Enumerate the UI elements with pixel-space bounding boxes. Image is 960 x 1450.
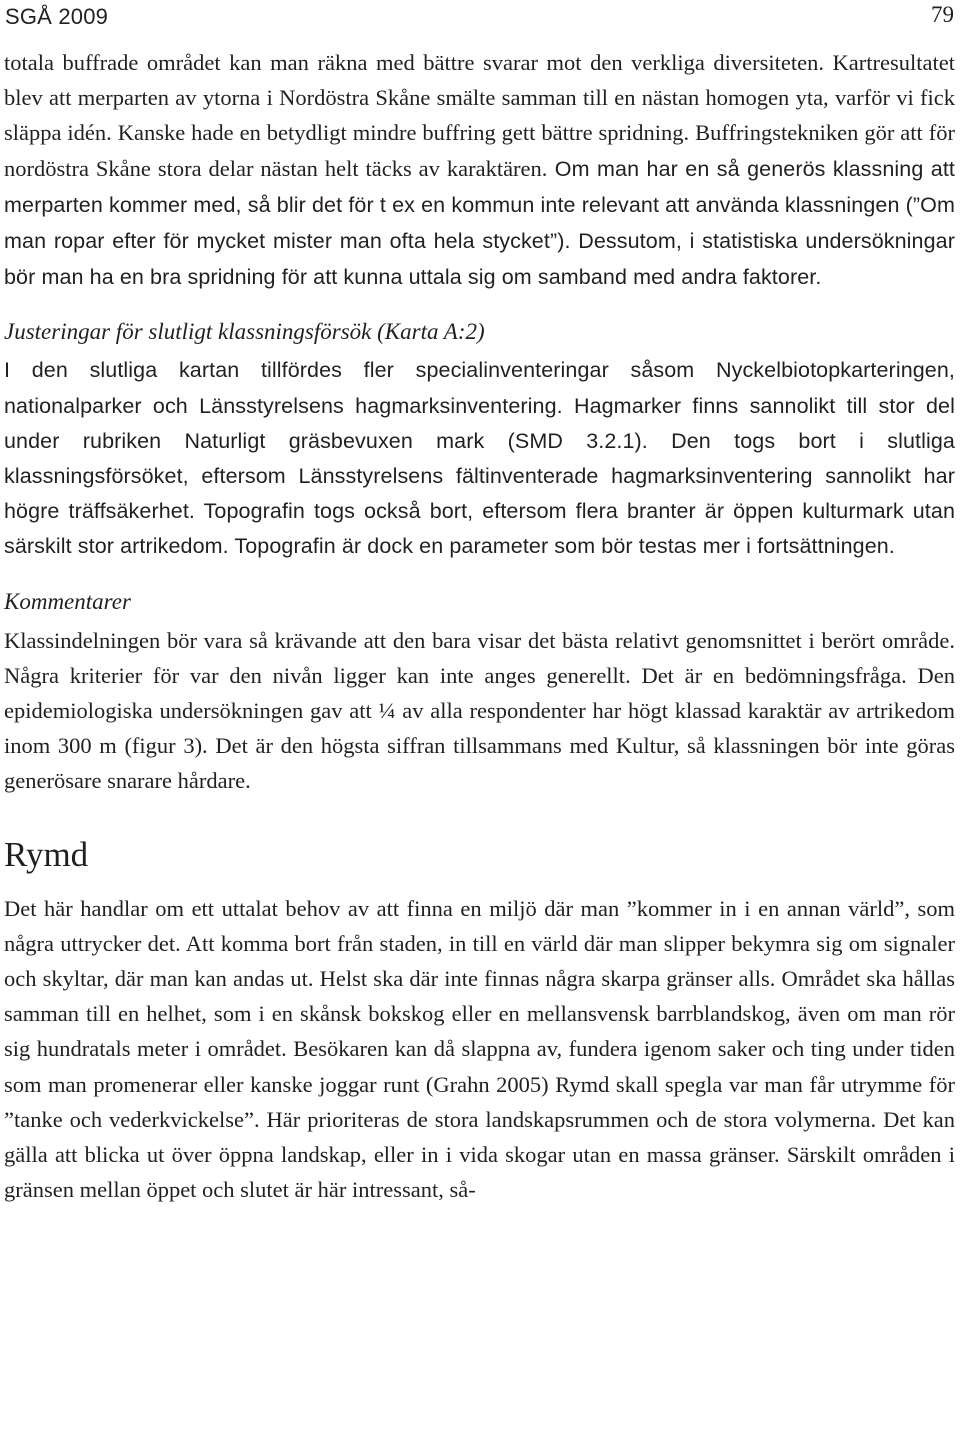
intro-paragraph (4, 45, 955, 295)
page-content (4, 45, 955, 1207)
comments-paragraph: Klassindelningen bör vara så krävande att den bara visar det bästa relativt genomsnittet i berört område. Några kriterier för var den nivån ligger kan inte anges generellt. Det är en bedömningsfråga. Den epidemiologiska undersökningen gav att ¼ av alla respondenter har högt klassad karaktär av artrikedom inom 300 m (figur 3). Det är den högsta siffran tillsammans med Kultur, så klassningen bör inte göras generösare snarare hårdare. (4, 627, 955, 794)
page-header (0, 0, 960, 40)
running-head: SGÅ 2009 (5, 4, 109, 29)
rymd-paragraph: Det här handlar om ett uttalat behov av att finna en miljö där man ”kommer in i en annan värld”, som några uttrycker det. Att komma bort från staden, in till en värld där man slipper bekymra sig om signaler och skyltar, där man kan andas ut. Helst ska där inte finnas några skarpa gränser alls. Området ska hållas samman till en helhet, som i en skånsk bokskog eller en mellansvensk barrblandskog, även om man rör sig hundratals meter i området. Besökaren kan då slappna av, fundera igenom saker och ting under tiden som man promenerar eller kanske joggar runt (Grahn 2005) Rymd skall spegla var man får utrymme för ”tanke och vederkvickelse”. Här prioriteras de stora landskapsrummen och de stora volymerna. Det kan gälla att blicka ut över öppna landskap, eller in i vida skogar utan en massa gränser. Särskilt områden i gränsen mellan öppet och slutet är här intressant, så- (4, 895, 955, 1203)
page-number: 79 (931, 2, 954, 27)
intro-text-serif: totala buffrade området kan man räkna med bättre svarar mot den verkliga diversiteten. Kartresultatet blev att merparten av ytorna i Nordöstra Skåne smälte samman till en nästan homogen yta, varför vi fick släppa idén. Kanske hade en betydligt mindre buffring gett bättre spridning. Buffringstekniken gör att för nordöstra Skåne stora delar nästan helt täcks av karaktären. (4, 50, 955, 181)
comments-heading: Kommentarer (4, 588, 131, 614)
intro-text-sans: Om man har en så generös klassning att merparten kommer med, så blir det för t ex en kommun inte relevant att använda klassningen (”Om man ropar efter för mycket mister man ofta hela stycket”). Dessutom, i statistiska undersökningar bör man ha en bra spridning för att kunna uttala sig om samband med andra faktorer. (4, 156, 955, 290)
adjustments-paragraph: I den slutliga kartan tillfördes fler specialinventeringar såsom Nyckelbiotopkarteringen, nationalparker och Länsstyrelsens hagmarksinventering. Hagmarker finns sannolikt till stor del under rubriken Naturligt gräsbevuxen mark (SMD 3.2.1). Den togs bort i slutliga klassningsförsöket, eftersom Länsstyrelsens fältinventerade hagmarksinventering sannolikt har högre träffsäkerhet. Topografin togs också bort, eftersom flera branter är öppen kulturmark utan särskilt stor artrikedom. Topografin är dock en parameter som bör testas mer i fortsättningen. (4, 358, 955, 559)
rymd-heading: Rymd (4, 834, 89, 874)
adjustments-heading: Justeringar för slutligt klassningsförsök (Karta A:2) (4, 319, 485, 345)
